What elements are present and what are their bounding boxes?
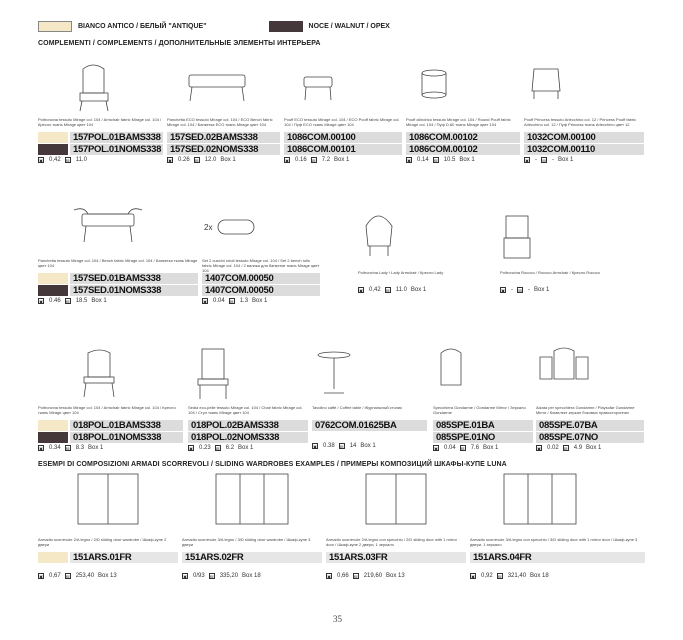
wardrobe-2d-illustration (38, 470, 178, 530)
volume-icon: ▣ (39, 574, 43, 579)
product-item: Panchetta tessuto Mirage col. 104 / Bench fabric Mirage col. 104 / Банкетка ткань Mirage цвет 104 157SED.01BAMS338 157SED.01NOMS338 ▣ 0.46 ▤ 18.5 Box 1 (38, 196, 198, 304)
round-pouff-illustration (406, 55, 520, 115)
weight-icon: ▤ (209, 574, 214, 579)
product-item: Specchiera Gondarme / Gondarme Mirror / Зеркало Gondarme 085SPE.01BA 085SPE.01NO ▣ 0.04 ▤ 7.6 Box 1 (433, 343, 533, 451)
volume-icon: ▣ (168, 158, 172, 163)
wardrobe-item: Armadio scorrevole 2/A legno / 2/D sliding door wardrobe / Шкаф-купе 2 двери 151ARS.01FR ▣ 0,67 ▤ 253,40 Box 13 (38, 470, 178, 579)
bench-rolls-illustration (38, 196, 198, 256)
product-code: 0762COM.01625BA (312, 420, 427, 431)
complements-title: COMPLEMENTI / COMPLEMENTS / ДОПОЛНИТЕЛЬНЫЕ ЭЛЕМЕНТЫ ИНТЕРЬЕРА (38, 40, 321, 47)
wardrobe-item: Armadio scorrevole 3/A legno / 3/D sliding door wardrobe / Шкаф-купе 3 двери 151ARS.02FR ▣ 0/93 ▤ 335,20 Box 18 (182, 470, 322, 579)
weight-icon: ▤ (339, 444, 344, 449)
weight-icon: ▤ (563, 446, 568, 451)
volume-icon: ▣ (525, 158, 529, 163)
product-code: 085SPE.01NO (433, 432, 533, 443)
wardrobe-code: 151ARS.02FR (182, 552, 322, 563)
product-item: Poltroncina tessuto Mirage col. 104 / Armchair fabric Mirage col. 104 / Кресло ткань Mirage цвет 104 157POL.01BAMS338 157POL.01NOMS338 ▣ 0,42 ▤ 11.0 (38, 55, 163, 163)
weight-icon: ▤ (460, 446, 465, 451)
weight-icon: ▤ (65, 446, 70, 451)
volume-icon: ▣ (537, 446, 541, 451)
volume-icon: ▣ (407, 158, 411, 163)
product-item: Alzata per specchiera Gondarme / Playsofar Gondarme Mirror / Комплект зеркал боковых правосторонних 085SPE.07BA 085SPE.07NO ▣ 0.02 ▤ 4.9 Box 1 (536, 343, 644, 451)
volume-icon: ▣ (203, 299, 207, 304)
product-item: Pouff ECO tessuto Mirage col. 104 / ECO Pouff fabric Mirage col. 104 / Пуф ECO ткань Mirage цвет 104 1086COM.00100 1086COM.00101 ▣ 0.16 ▤ 7.2 Box 1 (284, 55, 402, 163)
product-code: 1086COM.00102 (406, 132, 520, 143)
weight-icon: ▤ (353, 574, 358, 579)
armchair-illustration (38, 55, 163, 115)
chair-illustration (188, 343, 308, 403)
wardrobe-3d-illustration (182, 470, 322, 530)
color-legend (38, 20, 390, 32)
weight-icon: ▤ (542, 158, 546, 163)
wardrobe-item: Armadio scorrevole 2/A legno con specchio / 2/D sliding door with 1 mirror door / Шкаф-купе 2 двери, 1 зеркало 151ARS.03FR ▣ 0,66 ▤ 219,60 Box 13 (326, 470, 466, 579)
princess-pouff-illustration (524, 55, 644, 115)
product-code: 1086COM.00102 (406, 144, 520, 155)
product-code: 1086COM.00101 (284, 144, 402, 155)
wardrobe-code: 151ARS.03FR (326, 552, 466, 563)
volume-icon: ▣ (39, 158, 43, 163)
product-item: Sedia eco-pelle tessuto Mirage col. 104 / Chair fabric Mirage col. 104 / Стул ткань Mirage цвет 104 018POL.02BAMS338 018POL.02NOMS338 ▣ 0.23 ▤ 6.2 Box 1 (188, 343, 308, 451)
coffee-table-illustration (312, 343, 427, 403)
product-item: Tavolino caffè / Coffee table / Журнальный столик 0762COM.01625BA ▣ 0.38 ▤ 14 Box 1 (312, 343, 427, 449)
product-item: Poltroncina tessuto Mirage col. 104 / Armchair fabric Mirage col. 104 / Кресло ткань Mirage цвет 104 018POL.01BAMS338 018POL.01NOMS338 ▣ 0.34 ▤ 8.3 Box 1 (38, 343, 183, 451)
mirror-set-illustration (536, 343, 644, 403)
volume-icon: ▣ (39, 446, 43, 451)
page-number: 35 (333, 614, 342, 624)
rococo-armchair-illustration (500, 196, 610, 256)
product-code: 085SPE.07NO (536, 432, 644, 443)
product-code: 157SED.02NOMS338 (167, 144, 280, 155)
weight-icon: ▤ (311, 158, 316, 163)
volume-icon: ▣ (189, 446, 193, 451)
weight-icon: ▤ (65, 574, 70, 579)
product-code: 1032COM.00100 (524, 132, 644, 143)
antique-label: BIANCO ANTICO / БЕЛЫЙ "ANTIQUE" (78, 22, 207, 30)
volume-icon: ▣ (39, 299, 43, 304)
product-item: Poltroncina Lady / Lady Armchair / Кресло Lady ▣ 0,42 ▤ 11.0 Box 1 (358, 196, 468, 293)
product-code: 1407COM.00050 (202, 273, 320, 284)
product-item: Pouff cilindrico tessuto Mirage col. 104 / Round Pouff fabric Mirage col. 104 / Пуф D.60 ткань Mirage цвет 104 1086COM.00102 1086COM.00102 ▣ 0.14 ▤ 10.5 Box 1 (406, 55, 520, 163)
volume-icon: ▣ (313, 444, 317, 449)
weight-icon: ▤ (215, 446, 220, 451)
wardrobe-code: 151ARS.01FR (70, 552, 178, 563)
volume-icon: ▣ (327, 574, 331, 579)
rolls-illustration (202, 196, 320, 256)
mirror-illustration (433, 343, 533, 403)
product-code: 018POL.01BAMS338 (70, 420, 183, 431)
product-code: 085SPE.07BA (536, 420, 644, 431)
wardrobes-title: ESEMPI DI COMPOSIZIONI ARMADI SCORREVOLI / SLIDING WARDROBES EXAMPLES / ПРИМЕРЫ КОМПОЗИЦИЙ ШКАФЫ-КУПЕ LUNA (38, 461, 507, 468)
product-code: 085SPE.01BA (433, 420, 533, 431)
product-code: 157POL.01BAMS338 (70, 132, 163, 143)
volume-icon: ▣ (434, 446, 438, 451)
product-code: 018POL.02BAMS338 (188, 420, 308, 431)
product-code: 1032COM.00110 (524, 144, 644, 155)
product-item: 2x Set 2 cuscini rotoli tessuto Mirage col. 104 / Set 2 bench rolls fabric Mirage col. 104 / 2 валика для банкетки ткань Mirage цвет 104 1407COM.00050 1407COM.00050 ▣ 0.04 ▤ 1.3 Box 1 (202, 196, 320, 304)
volume-icon: ▣ (285, 158, 289, 163)
wardrobe-2d-mirror-illustration (326, 470, 466, 530)
product-code: 1086COM.00100 (284, 132, 402, 143)
volume-icon: ▣ (359, 288, 363, 293)
volume-icon: ▣ (183, 574, 187, 579)
weight-icon: ▤ (518, 288, 522, 293)
walnut-label: NOCE / WALNUT / ОРЕХ (308, 22, 390, 30)
bench-illustration (167, 55, 280, 115)
wardrobe-item: Armadio scorrevole 3/A legno con specchio / 3/D sliding door with 1 mirror door / Шкаф-купе 3 двери, 1 зеркало 151ARS.04FR ▣ 0,92 ▤ 321,40 Box 18 (470, 470, 645, 579)
pouff-illustration (284, 55, 402, 115)
product-item: Panchetta ECO tessuto Mirage col. 104 / ECO Bench fabric Mirage col. 104 / Банкетка ECO ткань Mirage цвет 104 157SED.02BAMS338 157SED.02NOMS338 ▣ 0.26 ▤ 12.0 Box 1 (167, 55, 280, 163)
product-code: 157SED.02BAMS338 (167, 132, 280, 143)
armchair-2-illustration (38, 343, 183, 403)
weight-icon: ▤ (65, 158, 70, 163)
weight-icon: ▤ (497, 574, 502, 579)
product-code: 157SED.01BAMS338 (70, 273, 198, 284)
wardrobe-code: 151ARS.04FR (470, 552, 645, 563)
volume-icon: ▣ (501, 288, 505, 293)
product-code: 157SED.01NOMS338 (70, 285, 198, 296)
weight-icon: ▤ (385, 288, 390, 293)
product-code: 157POL.01NOMS338 (70, 144, 163, 155)
weight-icon: ▤ (433, 158, 438, 163)
product-code: 018POL.02NOMS338 (188, 432, 308, 443)
lady-armchair-illustration (358, 196, 468, 256)
weight-icon: ▤ (194, 158, 199, 163)
weight-icon: ▤ (65, 299, 70, 304)
product-code: 018POL.01NOMS338 (70, 432, 183, 443)
wardrobe-3d-mirror-illustration (470, 470, 645, 530)
product-item: Poltroncina Rococo / Rococo Armchair / Кресло Rococo ▣ - ▤ - Box 1 (500, 196, 610, 293)
antique-swatch (38, 21, 72, 32)
product-code: 1407COM.00050 (202, 285, 320, 296)
product-item: Pouff Princess tessuto Arlecchino col. 12 / Princess Pouff fabric Arlecchino col. 12 / Пуф Princess ткань Arlecchino цвет 12 1032COM.00100 1032COM.00110 ▣ - ▤ - Box 1 (524, 55, 644, 163)
weight-icon: ▤ (229, 299, 234, 304)
walnut-swatch (269, 21, 303, 32)
svg-text:2x: 2x (204, 223, 213, 232)
volume-icon: ▣ (471, 574, 475, 579)
